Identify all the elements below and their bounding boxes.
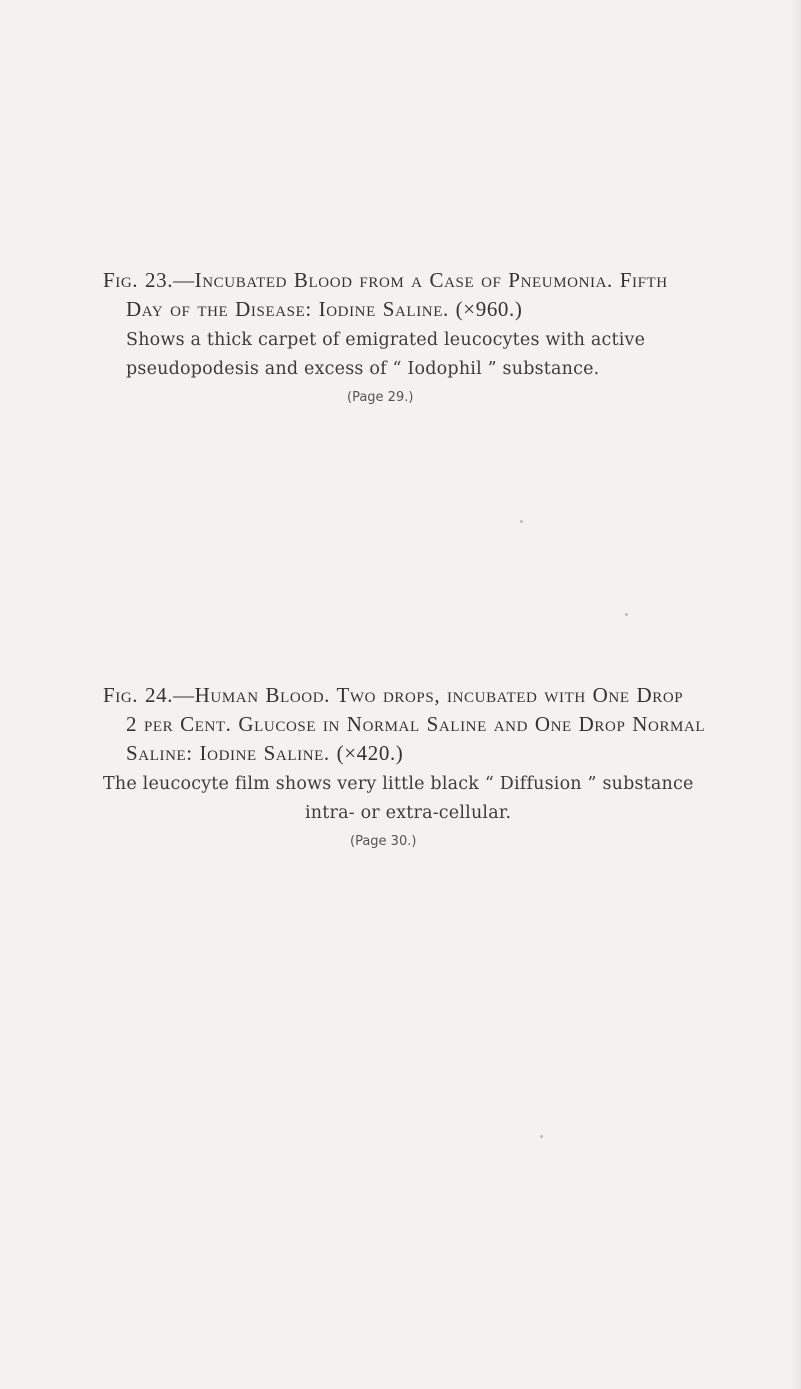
figure-23-heading	[0, 266, 801, 324]
figure-23-description-line-1: Shows a thick carpet of emigrated leucocytes with active	[126, 330, 646, 350]
figure-23-description	[0, 326, 801, 384]
figure-24-heading-line-3: Saline: Iodine Saline. (×420.)	[126, 741, 404, 765]
paper-speck	[520, 520, 523, 523]
figure-23-description-line-2: pseudopodesis and excess of “ Iodophil ” substance.	[126, 359, 600, 379]
figure-23-heading-line-1: Fig. 23.—Incubated Blood from a Case of Pneumonia. Fifth	[103, 268, 668, 292]
figure-24-heading-line-2: 2 per Cent. Glucose in Normal Saline and One Drop Normal	[126, 712, 706, 736]
figure-24-description-line-2: intra- or extra-cellular.	[305, 803, 512, 823]
figure-24-page-reference: (Page 30.)	[350, 834, 417, 849]
paper-speck	[540, 1135, 543, 1138]
figure-23-page-reference: (Page 29.)	[347, 390, 414, 405]
figure-23-heading-line-2: Day of the Disease: Iodine Saline. (×960.)	[126, 297, 523, 321]
figure-24-caption	[0, 681, 801, 849]
paper-speck	[625, 613, 628, 616]
figure-24-heading-line-1: Fig. 24.—Human Blood. Two drops, incubated with One Drop	[103, 683, 684, 707]
figure-24-heading	[0, 681, 801, 768]
figure-24-description-line-1: The leucocyte film shows very little black “ Diffusion ” substance	[103, 774, 694, 794]
figure-23-caption	[0, 266, 801, 405]
figure-24-description	[0, 770, 801, 828]
